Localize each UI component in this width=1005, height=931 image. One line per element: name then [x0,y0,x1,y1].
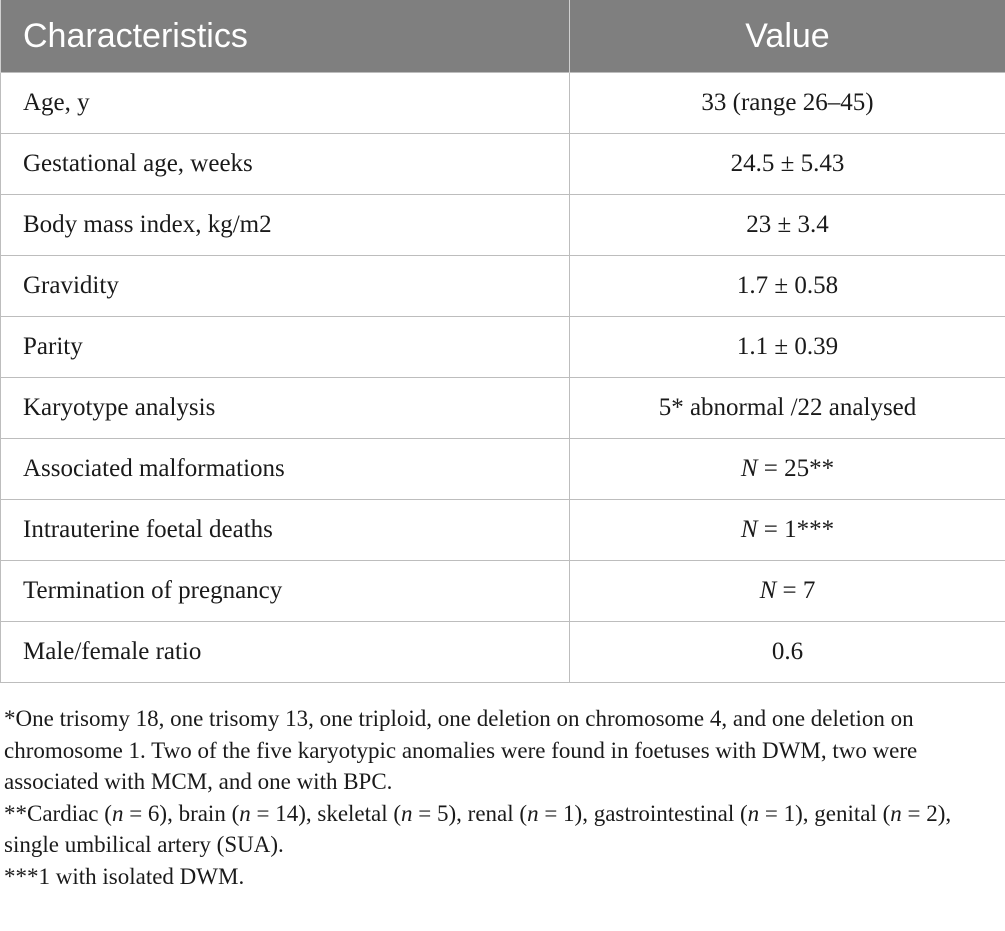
value-text: 5* abnormal /22 analysed [658,394,917,421]
footnote-text: = 5), renal ( [412,800,528,826]
table-row [1,561,1005,622]
row-label: Karyotype analysis [1,378,570,439]
row-label: Termination of pregnancy [1,561,570,622]
footnote-text: = 1), genital ( [759,800,891,826]
row-value [570,73,1005,134]
table-row [1,73,1005,134]
value-text: 33 (range 26–45) [701,89,874,116]
footnote-italic: n [890,800,902,826]
row-value [570,378,1005,439]
table-row [1,378,1005,439]
row-value [570,622,1005,683]
row-value [570,195,1005,256]
value-text: 0.6 [771,638,804,665]
header-characteristics: Characteristics [1,0,570,73]
row-label: Body mass index, kg/m2 [1,195,570,256]
value-text: 1.7 ± 0.58 [736,272,839,299]
header-value: Value [570,0,1005,73]
footnote-text: **Cardiac ( [4,800,112,826]
table-footnotes [0,703,1005,892]
header-row [1,0,1005,73]
value-text: 23 ± 3.4 [746,211,829,238]
value-italic: N [740,455,758,482]
table-row [1,500,1005,561]
row-label: Parity [1,317,570,378]
value-suffix: = 25** [757,455,835,482]
footnote-italic: n [401,800,413,826]
footnote-italic: n [527,800,539,826]
footnote-karyotype: *One trisomy 18, one trisomy 13, one triploid, one deletion on chromosome 4, and one deletion on chromosome 1. Two of the five karyotypic anomalies were found in foetuses with DWM, two were associated with MCM, and one with BPC. [4,706,918,794]
footnote-text: = 2), single umbilical artery (SUA). [4,800,952,857]
row-label: Age, y [1,73,570,134]
value-italic: N [740,516,758,543]
row-value [570,500,1005,561]
value-italic: N [759,577,777,604]
row-value [570,256,1005,317]
row-value [570,439,1005,500]
value-text: 24.5 ± 5.43 [730,150,845,177]
row-value [570,561,1005,622]
row-label: Associated malformations [1,439,570,500]
table-row [1,622,1005,683]
row-value [570,134,1005,195]
row-label: Gestational age, weeks [1,134,570,195]
row-value [570,317,1005,378]
table-body [1,73,1005,683]
footnote-text: = 6), brain ( [123,800,240,826]
table-row [1,195,1005,256]
footnote-text: = 1), gastrointestinal ( [538,800,748,826]
table-header [1,0,1005,73]
value-suffix: = 1*** [757,516,835,543]
row-label: Intrauterine foetal deaths [1,500,570,561]
footnote-italic: n [239,800,251,826]
footnote-text: = 14), skeletal ( [250,800,402,826]
footnote-italic: n [747,800,760,826]
footnote-malformations [0,798,1005,861]
table-row [1,439,1005,500]
footnote-italic: n [111,800,124,826]
table-row [1,256,1005,317]
table-row [1,317,1005,378]
row-label: Gravidity [1,256,570,317]
table-row [1,134,1005,195]
value-text: 1.1 ± 0.39 [736,333,839,360]
row-label: Male/female ratio [1,622,570,683]
footnote-fetal-deaths: ***1 with isolated DWM. [4,863,245,889]
value-suffix: = 7 [776,577,816,604]
